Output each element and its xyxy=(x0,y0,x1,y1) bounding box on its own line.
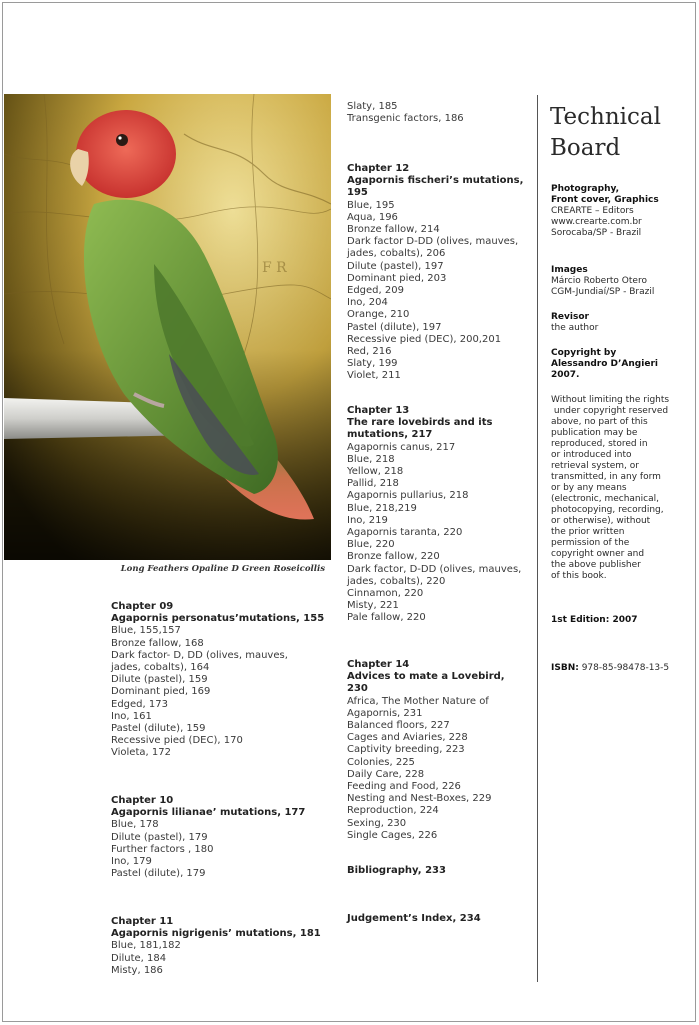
chapter-09-title: Chapter 09 xyxy=(111,601,174,612)
toc-entry: Bronze fallow, 168 xyxy=(111,637,204,649)
toc-entry: Misty, 221 xyxy=(347,600,399,612)
rights-line: or otherwise), without xyxy=(551,516,651,526)
toc-entry: Blue, 195 xyxy=(347,199,395,211)
copyright-block xyxy=(551,348,691,381)
toc-entry: Ino, 179 xyxy=(111,856,152,868)
toc-entry: Pastel (dilute), 179 xyxy=(111,868,206,880)
toc-entry: Dark factor D-DD (olives, mauves, xyxy=(347,236,519,248)
toc-entry: Dark factor, D-DD (olives, mauves, xyxy=(347,563,522,575)
chapter-09-items xyxy=(111,625,341,759)
rights-line: (electronic, mechanical, xyxy=(551,494,659,504)
toc-entry: Dominant pied, 169 xyxy=(111,686,211,698)
toc-entry: Recessive pied (DEC), 170 xyxy=(111,735,243,747)
isbn-label: ISBN: xyxy=(551,663,579,673)
chapter-14-block xyxy=(347,659,527,842)
front-cover-label: Front cover, Graphics xyxy=(551,195,659,205)
toc-entry: Ino, 219 xyxy=(347,514,388,526)
rights-line: or by any means xyxy=(551,483,627,493)
toc-entry: Violet, 211 xyxy=(347,370,401,382)
images-label: Images xyxy=(551,265,588,275)
isbn-line xyxy=(551,663,691,674)
toc-entry: Agapornis, 231 xyxy=(347,707,423,719)
toc-entry: Cinnamon, 220 xyxy=(347,588,424,600)
toc-entry: Pastel (dilute), 197 xyxy=(347,321,442,333)
toc-entry: Blue, 181,182 xyxy=(111,940,181,952)
rights-line: permission of the xyxy=(551,538,630,548)
chapter-10-subtitle: Agapornis lilianae’ mutations, 177 xyxy=(111,807,306,819)
rights-line: reproduced, stored in xyxy=(551,439,648,449)
rights-line: copyright owner and xyxy=(551,549,645,559)
toc-entry: jades, cobalts), 206 xyxy=(347,248,446,260)
toc-entry: Dilute (pastel), 159 xyxy=(111,674,208,686)
chapter-11-block xyxy=(111,916,341,977)
index-label: Judgement’s Index, 234 xyxy=(347,913,481,924)
chapter-13-title: Chapter 13 xyxy=(347,405,410,416)
toc-entry: Edged, 209 xyxy=(347,285,404,297)
index-entry xyxy=(347,913,527,925)
credit-line: Márcio Roberto Otero xyxy=(551,276,647,286)
toc-entry: Dilute, 184 xyxy=(111,952,167,964)
chapter-10-block xyxy=(111,795,341,880)
toc-entry: Sexing, 230 xyxy=(347,817,407,829)
rights-line: Without limiting the rights xyxy=(551,395,670,405)
copyright-line: Alessandro D’Angieri xyxy=(551,359,658,369)
rights-line: of this book. xyxy=(551,571,607,581)
toc-entry: Further factors , 180 xyxy=(111,843,214,855)
revisor-credits xyxy=(551,312,691,334)
revisor-label: Revisor xyxy=(551,312,589,322)
photo-caption: Long Feathers Opaline D Green Roseicollis xyxy=(120,564,325,574)
toc-entry: Pallid, 218 xyxy=(347,478,399,490)
rights-line: above, no part of this xyxy=(551,417,648,427)
chapter-11-continued xyxy=(347,101,527,125)
toc-entry: Orange, 210 xyxy=(347,309,410,321)
toc-entry: Reproduction, 224 xyxy=(347,805,439,817)
chapter-12-title: Chapter 12 xyxy=(347,163,410,174)
toc-entry: Blue, 155,157 xyxy=(111,625,181,637)
credit-line: CGM-Jundiaí/SP - Brazil xyxy=(551,287,655,297)
copyright-line: 2007. xyxy=(551,370,580,380)
toc-entry: Balanced floors, 227 xyxy=(347,720,450,732)
technical-board-title xyxy=(550,102,661,164)
rights-line: the above publisher xyxy=(551,560,641,570)
toc-entry: Slaty, 185 xyxy=(347,101,398,112)
toc-entry: Captivity breeding, 223 xyxy=(347,744,465,756)
chapter-09-block xyxy=(111,601,341,760)
rights-line: transmitted, in any form xyxy=(551,472,661,482)
toc-entry: Edged, 173 xyxy=(111,698,168,710)
toc-entry: Transgenic factors, 186 xyxy=(347,113,464,125)
toc-entry: Ino, 161 xyxy=(111,710,152,722)
credit-line: www.crearte.com.br xyxy=(551,217,642,227)
toc-entry: jades, cobalts), 164 xyxy=(111,662,210,674)
board-title-line-1: Technical xyxy=(550,104,661,130)
toc-entry: Red, 216 xyxy=(347,346,392,358)
rights-line: photocopying, recording, xyxy=(551,505,664,515)
toc-entry: Bronze fallow, 220 xyxy=(347,551,440,563)
toc-entry: Agapornis taranta, 220 xyxy=(347,527,463,539)
toc-entry: Bronze fallow, 214 xyxy=(347,224,440,236)
credit-line: Sorocaba/SP - Brazil xyxy=(551,228,642,238)
toc-entry: Recessive pied (DEC), 200,201 xyxy=(347,333,502,345)
toc-entry: Slaty, 199 xyxy=(347,358,398,370)
chapter-13-subtitle: The rare lovebirds and its mutations, 217 xyxy=(347,417,493,441)
chapter-12-block xyxy=(347,163,527,383)
toc-entry: Nesting and Nest-Boxes, 229 xyxy=(347,793,492,805)
toc-entry: Africa, The Mother Nature of xyxy=(347,695,489,707)
toc-entry: Violeta, 172 xyxy=(111,747,171,759)
lovebird-illustration xyxy=(4,94,331,560)
edition-value: 1st Edition: 2007 xyxy=(551,615,638,625)
toc-entry: Single Cages, 226 xyxy=(347,829,438,841)
rights-line: retrieval system, or xyxy=(551,461,639,471)
lovebird-photo xyxy=(4,94,331,560)
board-title-line-2: Board xyxy=(550,135,621,161)
rights-line: or introduced into xyxy=(551,450,632,460)
rights-line: publication may be xyxy=(551,428,638,438)
chapter-09-subtitle: Agapornis personatus’mutations, 155 xyxy=(111,613,325,625)
photography-credits xyxy=(551,184,691,239)
toc-entry: Blue, 218 xyxy=(347,453,395,465)
toc-entry: Dark factor- D, DD (olives, mauves, xyxy=(111,649,288,661)
toc-entry: Daily Care, 228 xyxy=(347,768,425,780)
chapter-14-title: Chapter 14 xyxy=(347,659,410,670)
chapter-13-block xyxy=(347,405,527,625)
toc-entry: Yellow, 218 xyxy=(347,466,404,478)
toc-entry: Pale fallow, 220 xyxy=(347,612,426,624)
chapter-10-title: Chapter 10 xyxy=(111,795,174,806)
toc-entry: Misty, 186 xyxy=(111,964,163,976)
revisor-value: the author xyxy=(551,323,599,333)
isbn-value: 978-85-98478-13-5 xyxy=(578,663,670,673)
toc-entry: Dilute (pastel), 197 xyxy=(347,260,444,272)
toc-entry: Pastel (dilute), 159 xyxy=(111,723,206,735)
toc-left-column xyxy=(111,601,341,760)
toc-entry: Cages and Aviaries, 228 xyxy=(347,732,468,744)
rights-notice xyxy=(551,395,691,582)
toc-entry: jades, cobalts), 220 xyxy=(347,575,446,587)
chapter-12-subtitle: Agapornis fischeri’s mutations, 195 xyxy=(347,175,524,199)
credit-line: CREARTE – Editors xyxy=(551,206,634,216)
chapter-11-title: Chapter 11 xyxy=(111,916,174,927)
column-divider xyxy=(537,95,538,982)
toc-entry: Dilute (pastel), 179 xyxy=(111,831,208,843)
chapter-14-subtitle: Advices to mate a Lovebird, 230 xyxy=(347,671,505,695)
bibliography-entry xyxy=(347,865,527,877)
rights-line: under copyright reserved xyxy=(551,406,669,416)
toc-entry: Agapornis canus, 217 xyxy=(347,441,456,453)
chapter-11-subtitle: Agapornis nigrigenis’ mutations, 181 xyxy=(111,928,321,940)
toc-entry: Feeding and Food, 226 xyxy=(347,781,461,793)
images-credits xyxy=(551,265,691,298)
toc-entry: Blue, 178 xyxy=(111,819,159,831)
bibliography-label: Bibliography, 233 xyxy=(347,865,446,876)
toc-entry: Aqua, 196 xyxy=(347,211,398,223)
photography-label: Photography, xyxy=(551,184,620,194)
toc-entry: Blue, 218,219 xyxy=(347,502,417,514)
rights-line: the prior written xyxy=(551,527,625,537)
edition-line xyxy=(551,615,691,626)
toc-entry: Ino, 204 xyxy=(347,297,388,309)
toc-entry: Colonies, 225 xyxy=(347,756,415,768)
toc-entry: Dominant pied, 203 xyxy=(347,272,447,284)
toc-entry: Blue, 220 xyxy=(347,539,395,551)
toc-entry: Agapornis pullarius, 218 xyxy=(347,490,469,502)
copyright-line: Copyright by xyxy=(551,348,617,358)
